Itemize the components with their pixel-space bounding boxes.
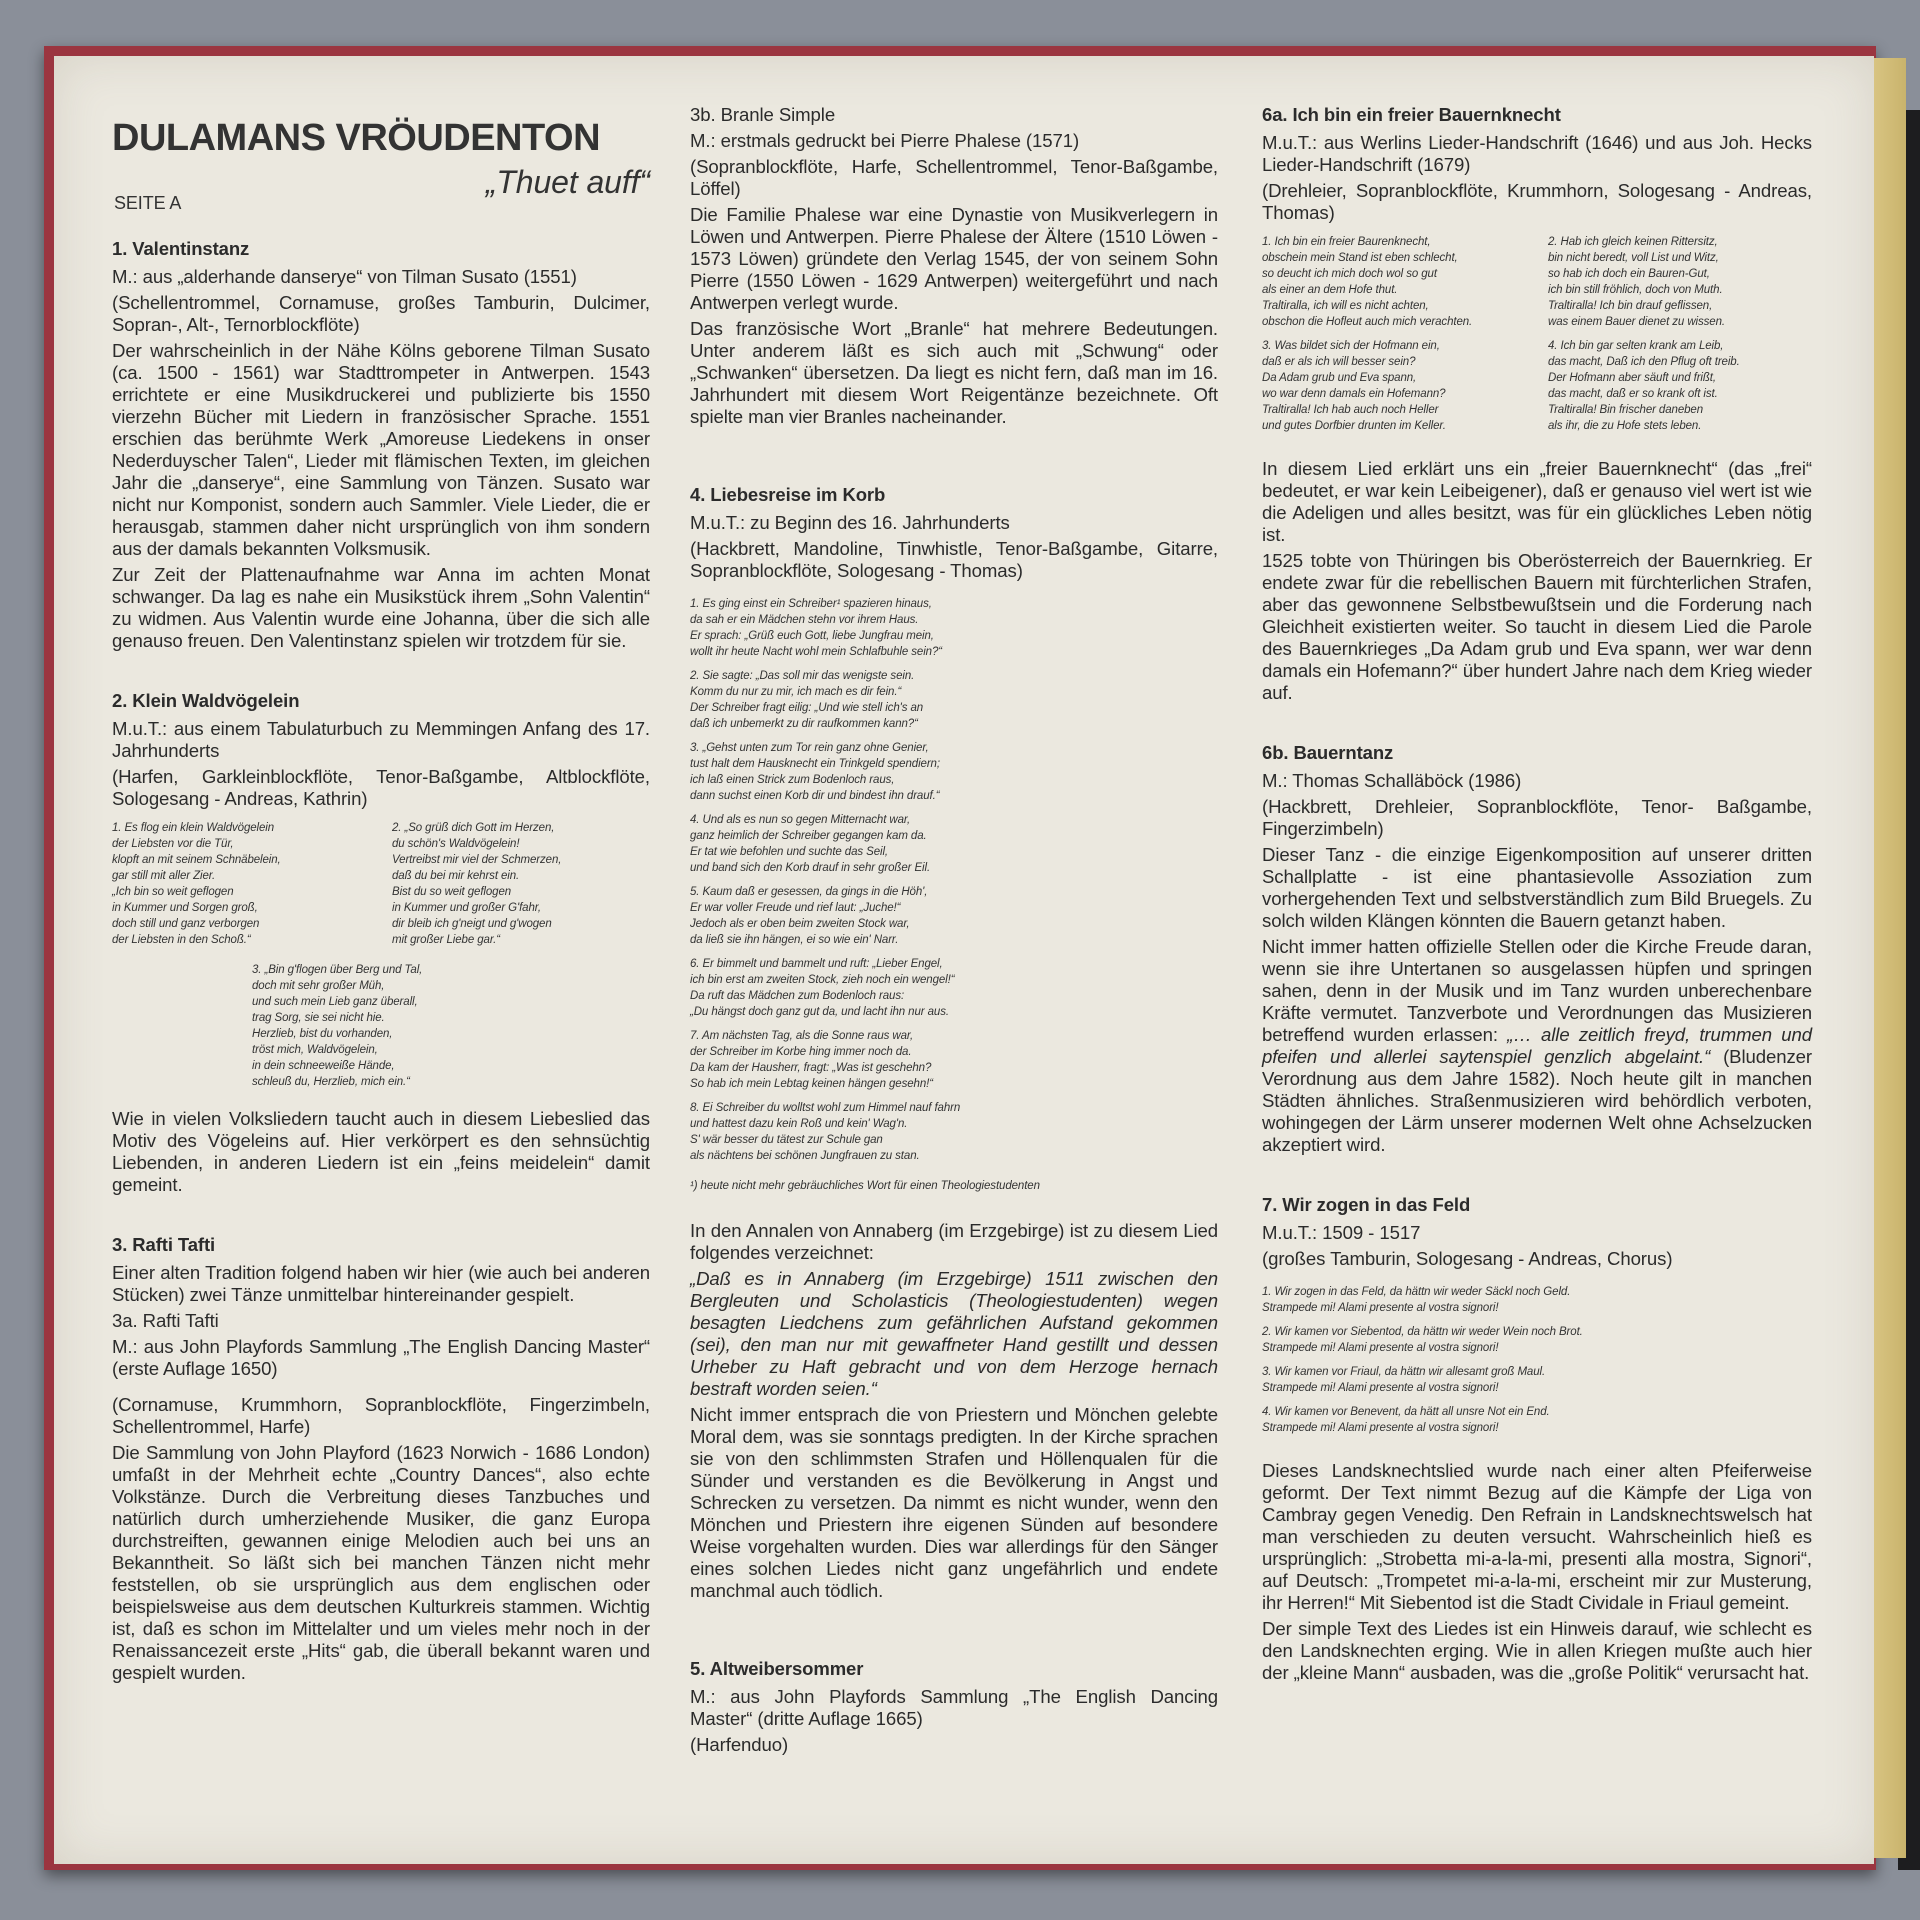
track-3-text: Einer alten Tradition folgend haben wir hier (wie auch bei anderen Stücken) zwei Tänze unmittelbar hintereinander gespielt. (112, 1262, 650, 1305)
lyric-verse: 2. Wir kamen vor Siebentod, da hättn wir weder Wein noch Brot. Strampede mi! Alami presente al vostra signori! (1262, 1326, 1583, 1354)
track-1-instruments: (Schellentrommel, Cornamuse, großes Tamburin, Dulcimer, Sopran-, Alt-, Ternorblockflöte) (112, 292, 650, 335)
track-6b-title: 6b. Bauerntanz (1262, 742, 1394, 763)
track-3b-source: M.: erstmals gedruckt bei Pierre Phalese (1571) (690, 130, 1080, 151)
track-3b-text: Das französische Wort „Branle“ hat mehrere Bedeutungen. Unter anderem läßt es sich auch mit „Schwung“ oder „Schwanken“ übersetzen. Da liegt es nicht fern, daß man im 16. Jahrhundert mit diesem Wort Reigentänze bezeichnete. Oft spielte man vier Branles nacheinander. (690, 318, 1218, 427)
track-7-text: Der simple Text des Liedes ist ein Hinweis darauf, wie schlecht es den Landsknechten erging. Wie in allen Kriegen mußte auch hier der „kleine Mann“ ausbaden, was die „große Politik“ verursacht hat. (1262, 1618, 1812, 1683)
track-5-source: M.: aus John Playfords Sammlung „The English Dancing Master“ (dritte Auflage 1665) (690, 1686, 1218, 1729)
lyric-verse: 1. Es ging einst ein Schreiber¹ spazieren hinaus, da sah er ein Mädchen stehn vor ihrem Haus. Er sprach: „Grüß euch Gott, liebe Jungfrau mein, wollt ihr heute Nacht wohl mein Schlafbuhle sein?“ (690, 598, 942, 658)
lyric-verse: 3. „Gehst unten zum Tor rein ganz ohne Genier, tust halt dem Hausknecht ein Trinkgeld spendiern; ich laß einen Strick zum Bodenloch raus, dann suchst einen Korb dir und bindest ihn drauf.“ (690, 742, 940, 802)
lyric-verse: 1. Ich bin ein freier Baurenknecht, obschein mein Stand ist eben schlecht, so deucht ich mich doch wol so gut als einer an dem Hofe thut. Traltiralla, ich will es nicht achten, obschon die Hofleut auch mich verachten. (1262, 236, 1473, 328)
track-6a-text: 1525 tobte von Thüringen bis Oberösterreich der Bauernkrieg. Er endete zwar für die rebellischen Bauern mit fürchterlichen Strafen, aber das gewonnene Selbstbewußtsein und die Forderung nach Gleichheit existierten weiter. So taucht in diesem Lied die Parole des Bauernkrieges „Da Adam grub und Eva spann, wer war denn damals ein Hofemann?“ über hundert Jahre nach dem Krieg wieder auf. (1262, 550, 1812, 703)
track-7-text: Dieses Landsknechtslied wurde nach einer alten Pfeiferweise geformt. Der Text nimmt Bezug auf die Kämpfe der Liga von Cambray gegen Venedig. Den Refrain in Landsknechtswelsch hat man verschieden zu deuten versucht. Wahrscheinlich hieß es ursprünglich: „Strobetta mi-a-la-mi, presenti alla mostra, Signori“, auf Deutsch: „Trompetet mi-a-la-mi, erscheint mir zur Musterung, ihr Herren!“ Mit Siebentod ist die Stadt Cividale in Friaul gemeint. (1262, 1460, 1812, 1613)
lyric-verse: 1. Es flog ein klein Waldvögelein der Liebsten vor die Tür, klopft an mit seinem Schnäbelein, gar still mit aller Zier. „Ich bin so weit geflogen in Kummer und Sorgen groß, doch still und ganz verborgen der Liebsten in den Schoß.“ (112, 822, 281, 946)
track-6b-text: Dieser Tanz - die einzige Eigenkomposition auf unserer dritten Schallplatte - ist eine phantasievolle Assoziation zum vorhergehenden Text und selbstverständlich zum Bild Bruegels. Zu solch wilden Klängen könnten die Bauern getanzt haben. (1262, 844, 1812, 931)
lyric-verse: 3. „Bin g'flogen über Berg und Tal, doch mit sehr großer Müh, und such mein Lieb ganz überall, trag Sorg, sie sei nicht hie. Herzlieb, bist du vorhanden, tröst mich, Waldvögelein, in dein schneeweiße Hände, schleuß du, Herzlieb, mich ein.“ (252, 964, 423, 1088)
side-label: SEITE A (114, 193, 182, 213)
track-7-lyrics (1262, 1284, 1812, 1436)
text-run: Nicht immer hatten offizielle Stellen oder die Kirche Freude daran, wenn sie ihre Untertanen so ausgelassen hüpfen und springen sahen, denn in der Musik und im Tanz wurden unberechenbare Kräfte vermutet. Tanzverbote und Verordnungen das Musizieren betreffend wurden erlassen: (1262, 936, 1812, 1045)
track-6a-title: 6a. Ich bin ein freier Bauernknecht (1262, 104, 1561, 125)
album-subtitle: „Thuet auff“ (485, 164, 650, 200)
track-7-title: 7. Wir zogen in das Feld (1262, 1194, 1471, 1215)
track-4-source: M.u.T.: zu Beginn des 16. Jahrhunderts (690, 512, 1010, 533)
track-7-instruments: (großes Tamburin, Sologesang - Andreas, Chorus) (1262, 1248, 1673, 1269)
lyric-verse: 5. Kaum daß er gesessen, da gings in die Höh', Er war voller Freude und rief laut: „Juche!“ Jedoch als er oben beim zweiten Stock war, da ließ sie ihn hängen, ei so wie ein' Narr. (690, 886, 928, 946)
sleeve-rim (1872, 58, 1906, 1858)
track-4-lyrics (690, 596, 1218, 1164)
track-2-lyrics (112, 820, 650, 956)
lyric-verse: 4. Ich bin gar selten krank am Leib, das macht, Daß ich den Pflug oft treib. Der Hofmann aber säuft und frißt, das macht, daß er so krank oft ist. Traltiralla! Bin frischer daneben als ihr, die zu Hofe stets leben. (1548, 340, 1740, 432)
lyric-verse: 2. Sie sagte: „Das soll mir das wenigste sein. Komm du nur zu mir, ich mach es dir fein.“ Der Schreiber fragt eilig: „Und wie stell ich's an daß ich unbemerkt zu dir raufkommen kann?“ (690, 670, 924, 730)
track-2-source: M.u.T.: aus einem Tabulaturbuch zu Memmingen Anfang des 17. Jahrhunderts (112, 718, 650, 761)
track-3-title: 3. Rafti Tafti (112, 1234, 216, 1255)
album-title: DULAMANS VRÖUDENTON (112, 117, 601, 159)
column-right (1262, 104, 1812, 1688)
track-4-text: In den Annalen von Annaberg (im Erzgebirge) ist zu diesem Lied folgendes verzeichnet: (690, 1220, 1218, 1263)
lyric-verse: 4. Und als es nun so gegen Mitternacht war, ganz heimlich der Schreiber gegangen kam da. Er tat wie befohlen und suchte das Seil, und band sich den Korb drauf in sehr großer Eil. (690, 814, 931, 874)
track-1-text: Zur Zeit der Plattenaufnahme war Anna im achten Monat schwanger. Da lag es nahe ein Musikstück ihrem „Sohn Valentin“ zu widmen. Aus Valentin wurde eine Johanna, über die sich alle genauso freuen. Den Valentinstanz spielen wir trotzdem für sie. (112, 564, 650, 651)
track-3a-source: M.: aus John Playfords Sammlung „The English Dancing Master“ (erste Auflage 1650) (112, 1336, 650, 1379)
track-6a-source: M.u.T.: aus Werlins Lieder-Handschrift (1646) und aus Joh. Hecks Lieder-Handschrift (1679) (1262, 132, 1812, 175)
track-7-source: M.u.T.: 1509 - 1517 (1262, 1222, 1421, 1243)
track-2-title: 2. Klein Waldvögelein (112, 690, 300, 711)
track-3b-text: Die Familie Phalese war eine Dynastie von Musikverlegern in Löwen und Antwerpen. Pierre Phalese der Ältere (1510 Löwen - 1573 Löwen) gründete den Verlag 1545, der von seinem Sohn Pierre (1550 Löwen - 1629 Antwerpen) weitergeführt und nach Antwerpen verlegt wurde. (690, 204, 1218, 313)
track-3a-title: 3a. Rafti Tafti (112, 1310, 219, 1331)
track-6a-text: In diesem Lied erklärt uns ein „freier Bauernknecht“ (das „frei“ bedeutet, er war kein Leibeigener), daß er genauso viel wert ist wie die Adeligen und alles besitzt, was für ein glückliches Leben nötig ist. (1262, 458, 1812, 545)
track-2-text: Wie in vielen Volksliedern taucht auch in diesem Liebeslied das Motiv des Vögeleins auf. Hier verkörpert es den sehnsüchtig Liebenden, in anderen Liedern ist ein „feins meidelein“ damit gemeint. (112, 1108, 650, 1195)
track-3b-instruments: (Sopranblockflöte, Harfe, Schellentrommel, Tenor-Baßgambe, Löffel) (690, 156, 1218, 199)
lyric-verse: 6. Er bimmelt und bammelt und ruft: „Lieber Engel, ich bin erst am zweiten Stock, zieh noch ein wengel!“ Da ruft das Mädchen zum Bodenloch raus: „Du hängst doch ganz gut da, und lacht ihn nur aus. (690, 958, 955, 1018)
lyric-verse: 7. Am nächsten Tag, als die Sonne raus war, der Schreiber im Korbe hing immer noch da. Da kam der Hausherr, fragt: „Was ist geschehn? So hab ich mein Lebtag keinen hängen gesehn!“ (690, 1030, 933, 1090)
lyric-verse: 1. Wir zogen in das Feld, da hättn wir weder Säckl noch Geld. Strampede mi! Alami presente al vostra signori! (1262, 1286, 1571, 1314)
lyric-verse: 3. Was bildet sich der Hofmann ein, daß er als ich will besser sein? Da Adam grub und Eva spann, wo war denn damals ein Hofemann? Traltiralla! Ich hab auch noch Heller und gutes Dorfbier drunten im Keller. (1262, 340, 1446, 432)
track-1-source: M.: aus „alderhande danserye“ von Tilman Susato (1551) (112, 266, 577, 287)
track-5-instruments: (Harfenduo) (690, 1734, 789, 1755)
lyric-verse: 4. Wir kamen vor Benevent, da hätt all unsre Not ein End. Strampede mi! Alami presente al vostra signori! (1262, 1406, 1550, 1434)
track-3a-instruments: (Cornamuse, Krummhorn, Sopranblockflöte, Fingerzimbeln, Schellentrommel, Harfe) (112, 1394, 650, 1437)
column-left (112, 104, 650, 1688)
lyric-verse: 8. Ei Schreiber du wolltst wohl zum Himmel nauf fahrn und hattest dazu kein Roß und kein' Wag'n. S' wär besser du tätest zur Schule gan als nächtens bei schönen Jungfrauen zu stan. (690, 1102, 961, 1162)
track-4-text: Nicht immer entsprach die von Priestern und Mönchen gelebte Moral dem, was sie sonntags predigten. In der Kirche sprachen sie von den schlimmsten Strafen und Höllenqualen für die Sünder und verstanden es die Bevölkerung in Angst und Schrecken zu versetzen. Da nimmt es nicht wunder, wenn den Mönchen und Priestern ihre eigenen Sünden auf besondere Weise vorgehalten wurden. Dies war allerdings für den Sänger eines solchen Liedes nicht ganz ungefährlich und endete manchmal auch tödlich. (690, 1404, 1218, 1601)
track-4-quote: „Daß es in Annaberg (im Erzgebirge) 1511 zwischen den Bergleuten und Scholasticis (Theologiestudenten) wegen besagten Liedchens zum gefährlichen Aufstand gekommen (sei), den man nur mit gewaffneter Hand gestillt und dessen Urheber zu Haft gebracht und von dem Herzoge hernach bestraft worden seien.“ (690, 1268, 1218, 1399)
track-1-text: Der wahrscheinlich in der Nähe Kölns geborene Tilman Susato (ca. 1500 - 1561) war Stadttrompeter in Antwerpen. 1543 errichtete er eine Musikdruckerei und publizierte bis 1550 vierzehn Bücher mit Liedern in französischer Sprache. 1551 erschien das berühmte Werk „Amoreuse Liedekens in onser Nederduyscher Talen“, Lieder mit flämischen Texten, im gleichen Jahr die „danserye“, eine Sammlung von Tänzen. Susato war nicht nur Komponist, sondern auch Sammler. Viele Lieder, die er herausgab, stammen daher nicht ursprünglich von ihm sondern aus der damals bekannten Volksmusik. (112, 340, 650, 559)
track-6a-lyrics (1262, 234, 1812, 442)
text-run: (Bludenzer Verordnung aus dem Jahre 1582). Noch heute gilt in manchen Städten ähnliches. Straßenmusizieren wird behördlich verboten, wohingegen der Lärm unserer modernen Welt ohne Achselzucken akzeptiert wird. (1262, 1046, 1812, 1155)
footnote: ¹) heute nicht mehr gebräuchliches Wort für einen Theologiestudenten (690, 1180, 1040, 1192)
column-middle (690, 104, 1218, 1760)
track-6b-text (1262, 936, 1812, 1156)
decree-quote: „… alle zeitlich freyd, trummen und pfeifen und allerlei saytenspiel genzlich abgelaint.“ (1262, 1024, 1813, 1067)
track-3a-text: Die Sammlung von John Playford (1623 Norwich - 1686 London) umfaßt in der Mehrheit echte „Country Dances“, also echte Volkstänze. Durch die Verbreitung dieses Tanzbuches und natürlich durch umherziehende Musiker, die ganz Europa durchstreiften, gewannen einige Melodien auch bei uns an Bekanntheit. So läßt sich bei manchen Tänzen nicht mehr feststellen, ob sie ursprünglich aus dem englischen oder beispielsweise aus dem deutschen Kulturkreis stammen. Wichtig ist, daß es schon im Mittelalter und um vieles mehr noch in der Renaissancezeit erste „Hits“ gab, die überall bekannt waren und gespielt wurden. (112, 1442, 650, 1683)
track-1-title: 1. Valentinstanz (112, 238, 250, 259)
lyric-verse: 3. Wir kamen vor Friaul, da hättn wir allesamt groß Maul. Strampede mi! Alami presente al vostra signori! (1262, 1366, 1546, 1394)
track-6a-instruments: (Drehleier, Sopranblockflöte, Krummhorn, Sologesang - Andreas, Thomas) (1262, 180, 1812, 223)
track-4-instruments: (Hackbrett, Mandoline, Tinwhistle, Tenor-Baßgambe, Gitarre, Sopranblockflöte, Sologesang - Thomas) (690, 538, 1218, 581)
track-5-title: 5. Altweibersommer (690, 1658, 864, 1679)
track-3b-title: 3b. Branle Simple (690, 104, 836, 125)
track-4-title: 4. Liebesreise im Korb (690, 484, 886, 505)
track-6b-source: M.: Thomas Schalläböck (1986) (1262, 770, 1522, 791)
lyric-verse: 2. „So grüß dich Gott im Herzen, du schön's Waldvögelein! Vertreibst mir viel der Schmerzen, daß du bei mir kehrst ein. Bist du so weit geflogen in Kummer und großer G'fahr, dir bleib ich g'neigt und g'wogen mit großer Liebe gar.“ (392, 822, 562, 946)
lyric-verse: 2. Hab ich gleich keinen Rittersitz, bin nicht beredt, voll List und Witz, so hab ich doch ein Bauren-Gut, ich bin still fröhlich, doch von Muth. Traltiralla! Ich bin drauf geflissen, was einem Bauer dienet zu wissen. (1548, 236, 1725, 328)
track-6b-instruments: (Hackbrett, Drehleier, Sopranblockflöte, Tenor- Baßgambe, Fingerzimbeln) (1262, 796, 1812, 839)
track-2-instruments: (Harfen, Garkleinblockflöte, Tenor-Baßgambe, Altblockflöte, Sologesang - Andreas, Kathrin) (112, 766, 650, 809)
